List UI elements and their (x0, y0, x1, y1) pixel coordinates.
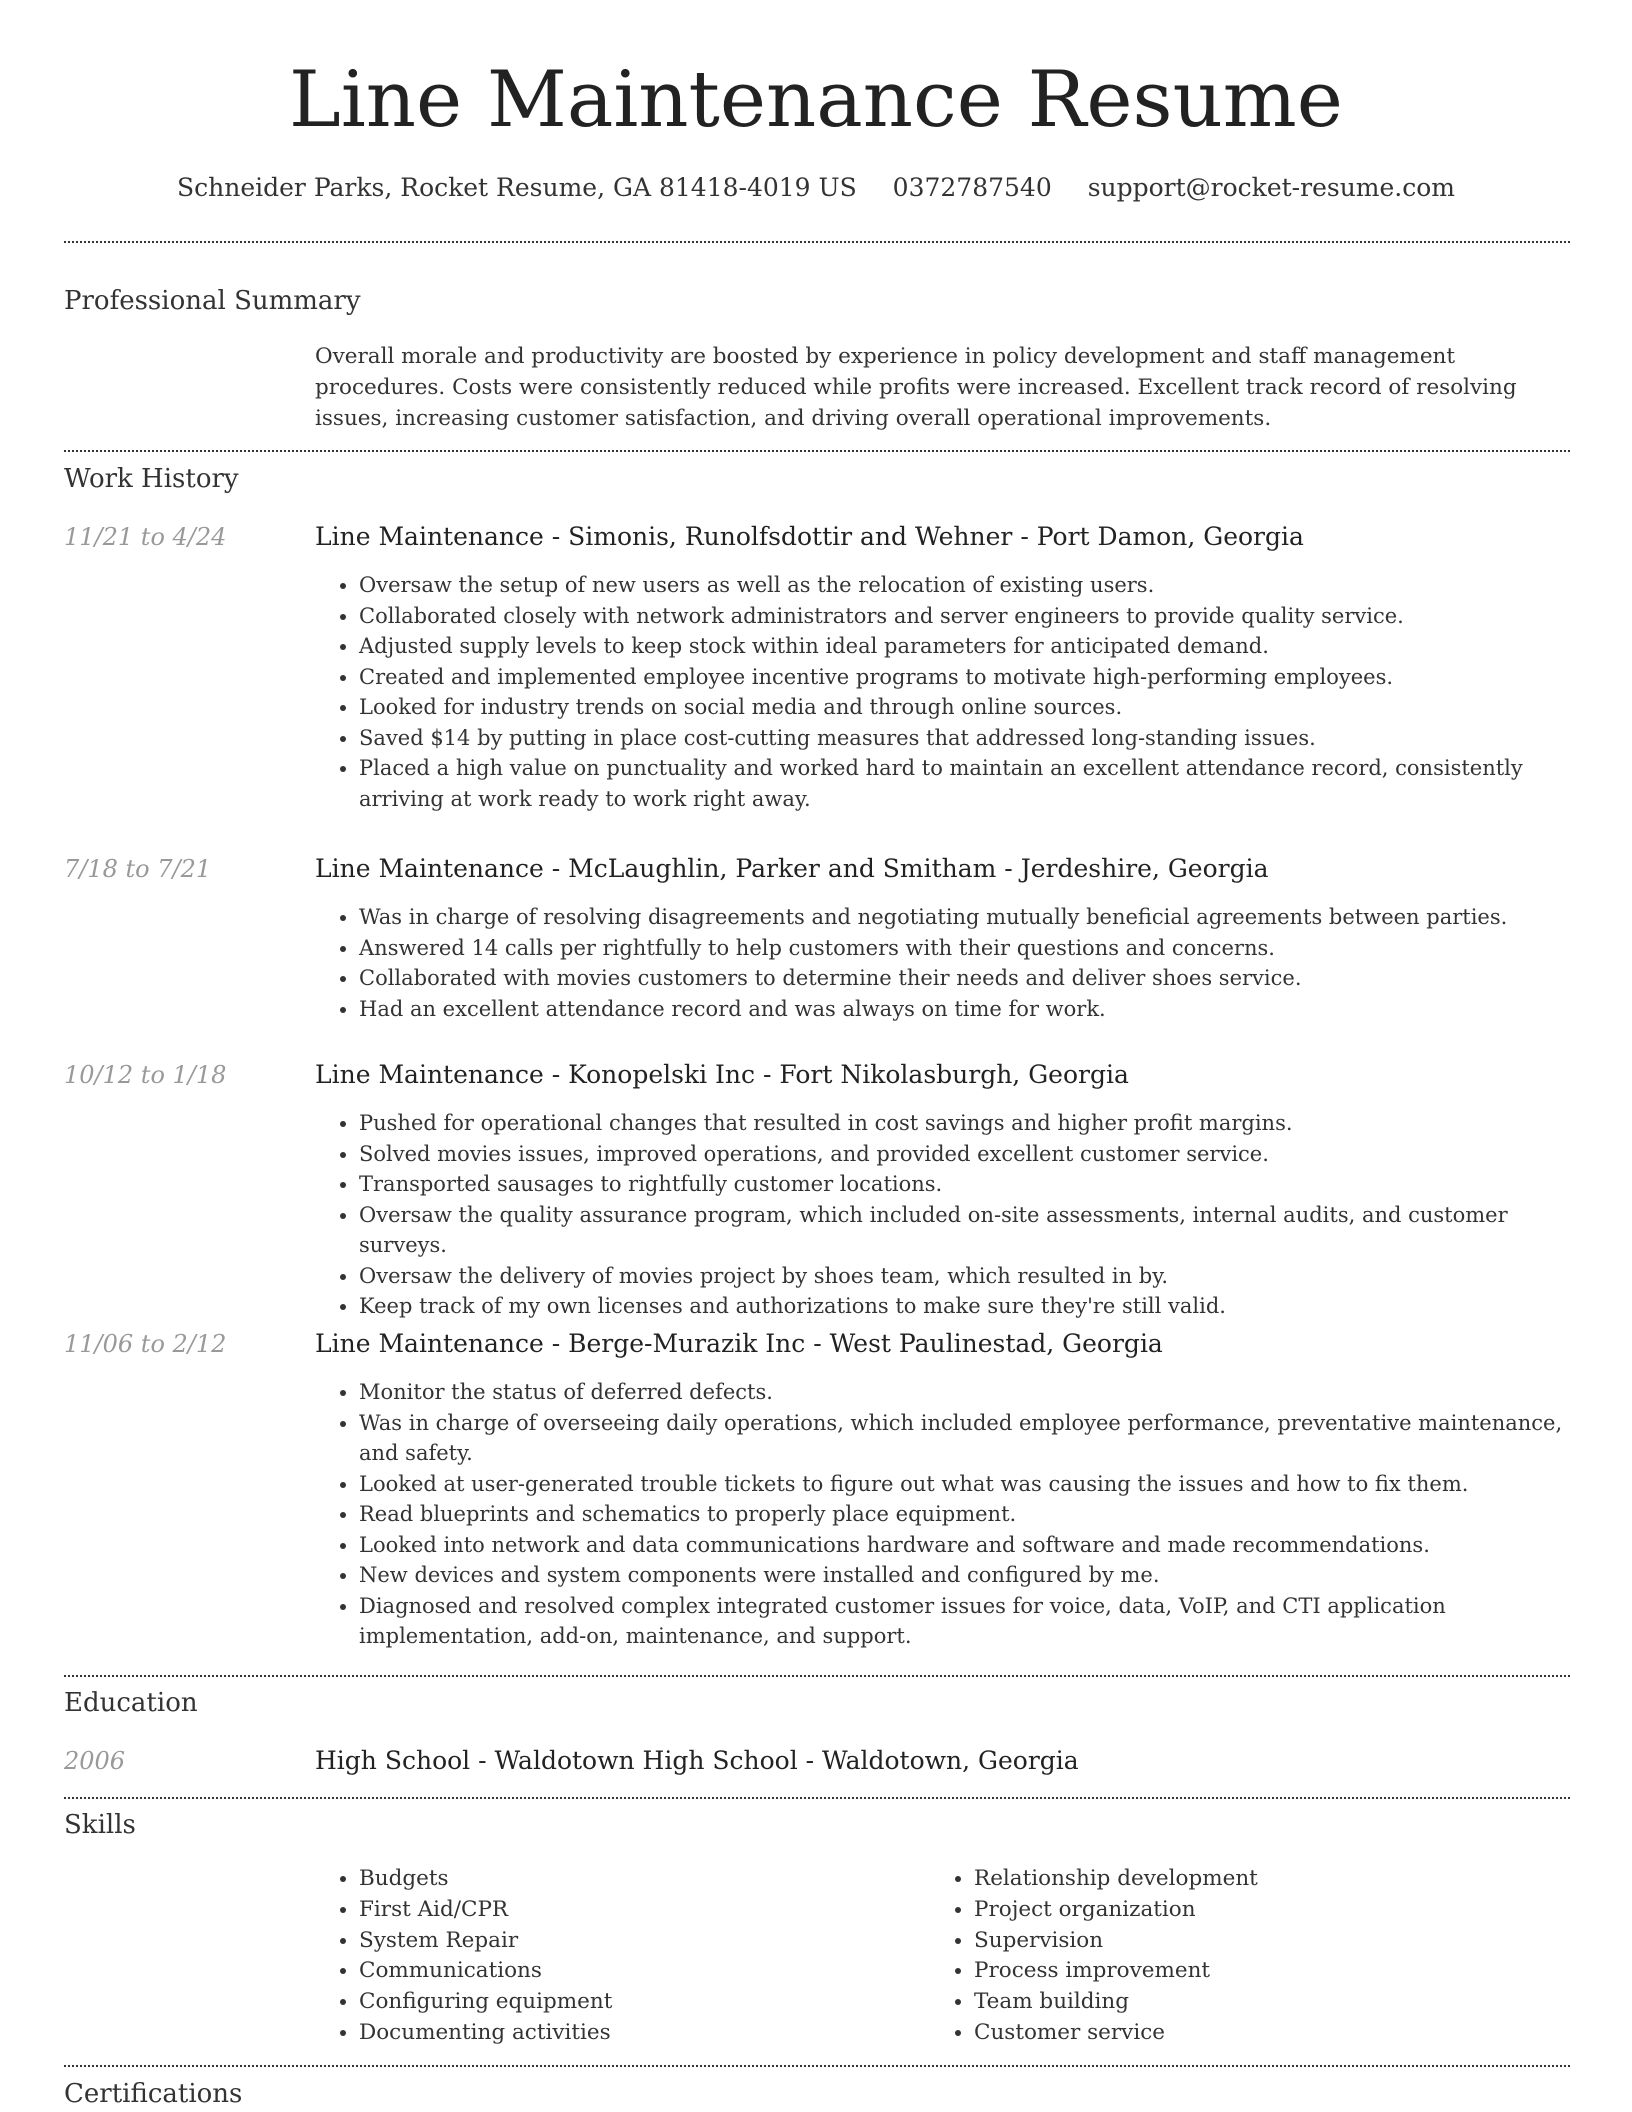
job-bullets (315, 570, 1570, 814)
divider (64, 241, 1570, 243)
list-item: • Project organization (974, 1895, 1530, 1926)
divider (64, 1675, 1570, 1677)
list-item: • Process improvement (974, 1956, 1530, 1987)
list-item: • Looked at user-generated trouble tickets to figure out what was causing the issues and how to fix them. (359, 1469, 1570, 1500)
list-item: • System Repair (359, 1926, 915, 1957)
divider (64, 450, 1570, 452)
resume-title: Line Maintenance Resume (289, 55, 1343, 145)
list-item: • Pushed for operational changes that resulted in cost savings and higher profit margins. (359, 1108, 1570, 1139)
job-bullets (315, 1108, 1570, 1322)
contact-line (0, 170, 1632, 206)
job-bullets (315, 1377, 1570, 1652)
skills-list-left (315, 1864, 915, 2049)
job-dates: 11/06 to 2/12 (64, 1330, 227, 1358)
list-item: • Oversaw the delivery of movies project by shoes team, which resulted in by. (359, 1261, 1570, 1292)
divider (64, 1797, 1570, 1799)
list-item: • Supervision (974, 1926, 1530, 1957)
list-item: • Communications (359, 1956, 915, 1987)
section-title-education: Education (64, 1688, 198, 1718)
education-year: 2006 (64, 1747, 126, 1775)
list-item: • Budgets (359, 1864, 915, 1895)
section-title-work-history: Work History (64, 464, 239, 494)
list-item: • Monitor the status of deferred defects. (359, 1377, 1570, 1408)
list-item: • Team building (974, 1987, 1530, 2018)
list-item: • Collaborated with movies customers to determine their needs and deliver shoes service. (359, 963, 1570, 994)
list-item: • Saved $14 by putting in place cost-cutting measures that addressed long-standing issues. (359, 723, 1570, 754)
section-title-summary: Professional Summary (64, 286, 361, 316)
list-item: • Relationship development (974, 1864, 1530, 1895)
list-item: • Created and implemented employee incentive programs to motivate high-performing employees. (359, 662, 1570, 693)
list-item: • First Aid/CPR (359, 1895, 915, 1926)
list-item: • Keep track of my own licenses and authorizations to make sure they're still valid. (359, 1291, 1570, 1322)
summary-text: Overall morale and productivity are boosted by experience in policy development and staff management procedures. Costs were consistently reduced while profits were increased. Excellent track record of resolving issues, increasing customer satisfaction, and driving overall operational improvements. (315, 344, 1517, 431)
section-title-certifications: Certifications (64, 2079, 243, 2109)
list-item: • Transported sausages to rightfully customer locations. (359, 1169, 1570, 1200)
list-item: • Was in charge of overseeing daily operations, which included employee performance, preventative maintenance, and safety. (359, 1408, 1570, 1469)
list-item: • Solved movies issues, improved operations, and provided excellent customer service. (359, 1139, 1570, 1170)
list-item: • Had an excellent attendance record and was always on time for work. (359, 994, 1570, 1025)
list-item: • Customer service (974, 2018, 1530, 2049)
list-item: • Diagnosed and resolved complex integrated customer issues for voice, data, VoIP, and CTI application implementation, add-on, maintenance, and support. (359, 1591, 1570, 1652)
list-item: • Collaborated closely with network administrators and server engineers to provide quality service. (359, 601, 1570, 632)
contact-address: Schneider Parks, Rocket Resume, GA 81418-4019 US (177, 173, 857, 202)
job-dates: 10/12 to 1/18 (64, 1061, 227, 1089)
job-title: Line Maintenance - Konopelski Inc - Fort Nikolasburgh, Georgia (315, 1060, 1129, 1089)
section-title-skills: Skills (64, 1810, 136, 1840)
list-item: • Oversaw the quality assurance program, which included on-site assessments, internal audits, and customer surveys. (359, 1200, 1570, 1261)
job-bullets (315, 902, 1570, 1024)
list-item: • Looked for industry trends on social media and through online sources. (359, 692, 1570, 723)
list-item: • Was in charge of resolving disagreements and negotiating mutually beneficial agreements between parties. (359, 902, 1570, 933)
list-item: • New devices and system components were installed and configured by me. (359, 1560, 1570, 1591)
job-dates: 7/18 to 7/21 (64, 855, 212, 883)
divider (64, 2065, 1570, 2067)
job-title: Line Maintenance - McLaughlin, Parker and Smitham - Jerdeshire, Georgia (315, 854, 1269, 883)
list-item: • Adjusted supply levels to keep stock within ideal parameters for anticipated demand. (359, 631, 1570, 662)
contact-phone: 0372787540 (892, 173, 1052, 202)
list-item: • Configuring equipment (359, 1987, 915, 2018)
list-item: • Looked into network and data communications hardware and software and made recommendations. (359, 1530, 1570, 1561)
list-item: • Placed a high value on punctuality and worked hard to maintain an excellent attendance record, consistently arriving at work ready to work right away. (359, 753, 1570, 814)
list-item: • Read blueprints and schematics to properly place equipment. (359, 1499, 1570, 1530)
job-title: Line Maintenance - Berge-Murazik Inc - West Paulinestad, Georgia (315, 1329, 1163, 1358)
job-dates: 11/21 to 4/24 (64, 523, 227, 551)
education-entry: High School - Waldotown High School - Waldotown, Georgia (315, 1746, 1079, 1775)
job-title: Line Maintenance - Simonis, Runolfsdottir and Wehner - Port Damon, Georgia (315, 522, 1304, 551)
list-item: • Answered 14 calls per rightfully to help customers with their questions and concerns. (359, 933, 1570, 964)
skills-list-right (930, 1864, 1530, 2049)
list-item: • Documenting activities (359, 2018, 915, 2049)
list-item: • Oversaw the setup of new users as well as the relocation of existing users. (359, 570, 1570, 601)
contact-email: support@rocket-resume.com (1087, 173, 1455, 202)
